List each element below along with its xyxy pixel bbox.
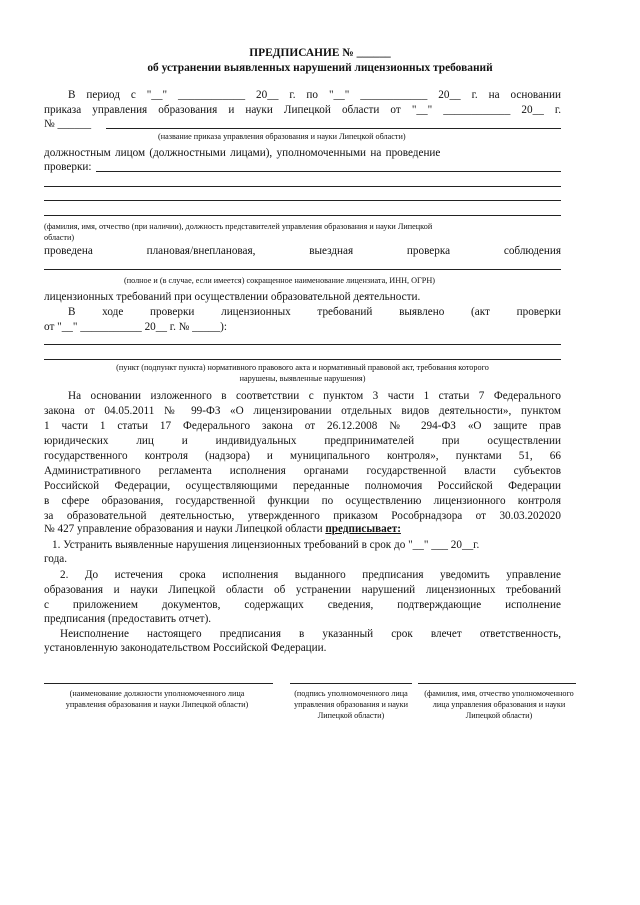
license-requirements-line: лицензионных требований при осуществлении образовательной деятельности.	[44, 291, 421, 303]
licensee-caption: (полное и (в случае, если имеется) сокращенное наименование лицензиата, ИНН, ОГРН)	[124, 276, 435, 285]
violations-rule-1	[44, 344, 561, 345]
item-2-last-line: предписания (предоставить отчет).	[44, 613, 212, 625]
inspection-act-line: от "__" ___________ 20__ г. № _____):	[44, 321, 227, 333]
order-number-line: № ______	[44, 118, 92, 130]
violations-caption-line-1: (пункт (подпункт пункта) нормативного правового акта и нормативный правовой акт, требования которого	[116, 363, 489, 372]
issuing-authority: № 427 управление образования и науки Липецкой области	[44, 523, 323, 535]
officials-rule-2	[44, 186, 561, 187]
legal-basis-line: в сфере образования, государственной функции по осуществлению лицензионного контроля	[44, 495, 561, 507]
legal-basis-line: закона от 04.05.2011 № 99-ФЗ «О лицензировании отдельных видов деятельности», пунктом	[44, 405, 561, 417]
signature-position-caption: (наименование должности уполномоченного лица управления образования и науки Липецкой области)	[65, 689, 249, 709]
item-1-continuation: года.	[44, 553, 68, 565]
liability-continuation: установленную законодательством Российской Федерации.	[44, 642, 327, 654]
findings-line: В ходе проверки лицензионных требований выявлено (акт проверки	[68, 306, 561, 318]
officials-caption-line-1: (фамилия, имя, отчество (при наличии), должность представителей управления образования и науки Липецкой	[44, 222, 433, 231]
order-title-caption: (название приказа управления образования и науки Липецкой области)	[158, 132, 406, 141]
order-title-rule	[106, 128, 561, 129]
legal-basis-line: за образовательной деятельностью, утвержденного приказом Рособрнадзора от 30.03.202020	[44, 510, 561, 522]
item-2-line: 2. До истечения срока исполнения выданного предписания уведомить управление	[60, 569, 561, 581]
inspection-label: проверки:	[44, 161, 92, 173]
document-subtitle: об устранении выявленных нарушений лицензионных требований	[147, 62, 493, 74]
violations-caption-line-2: нарушены, выявленные нарушения)	[239, 374, 366, 383]
legal-basis-line: На основании изложенного в соответствии с пунктом 3 части 1 статьи 7 Федерального	[68, 390, 561, 402]
violations-rule-2	[44, 359, 561, 360]
legal-basis-line: Российской Федерации, осуществляющими переданные полномочия Российской Федерации	[44, 480, 561, 492]
legal-basis-line: юридических лиц и индивидуальных предпринимателей при осуществлении	[44, 435, 561, 447]
inspection-type-line: проведена плановая/внеплановая, выездная проверка соблюдения	[44, 245, 561, 257]
prescribes-keyword: предписывает:	[325, 523, 401, 535]
item-2-line: с приложением документов, содержащих сведения, подтверждающие исполнение	[44, 599, 561, 611]
licensee-rule	[44, 269, 561, 270]
signature-rule	[290, 683, 412, 684]
officials-rule-1	[96, 171, 561, 172]
officials-line: должностным лицом (должностными лицами), уполномоченными на проведение	[44, 147, 441, 159]
prescription-line	[44, 522, 401, 536]
signature-position-rule	[44, 683, 273, 684]
officials-rule-4	[44, 215, 561, 216]
period-line: В период с "__" ____________ 20__ г. по "__" ____________ 20__ г. на основании	[68, 89, 561, 101]
officials-caption-line-2: области)	[44, 233, 75, 242]
signature-caption: (подпись уполномоченного лица управления образования и науки Липецкой области)	[294, 689, 408, 720]
order-line: приказа управления образования и науки Липецкой области от "__" ____________ 20__ г.	[44, 104, 561, 116]
document-title: ПРЕДПИСАНИЕ № ______	[249, 47, 391, 59]
legal-basis-line: государственного контроля (надзора) и муниципального контроля», пунктами 51, 66	[44, 450, 561, 462]
signature-name-caption: (фамилия, имя, отчество уполномоченного лица управления образования и науки Липецкой области)	[424, 689, 574, 720]
officials-rule-3	[44, 200, 561, 201]
legal-basis-line: 1 части 1 статьи 17 Федерального закона от 26.12.2008 № 294-ФЗ «О защите прав	[44, 420, 561, 432]
item-1-line: 1. Устранить выявленные нарушения лицензионных требований в срок до "__" ___ 20__г.	[52, 539, 480, 551]
item-2-line: образования и науки Липецкой области об устранении нарушений лицензионных требований	[44, 584, 561, 596]
legal-basis-line: Административного регламента исполнения органами государственной власти субъектов	[44, 465, 561, 477]
signature-name-rule	[418, 683, 576, 684]
liability-line: Неисполнение настоящего предписания в указанный срок влечет ответственность,	[60, 628, 561, 640]
